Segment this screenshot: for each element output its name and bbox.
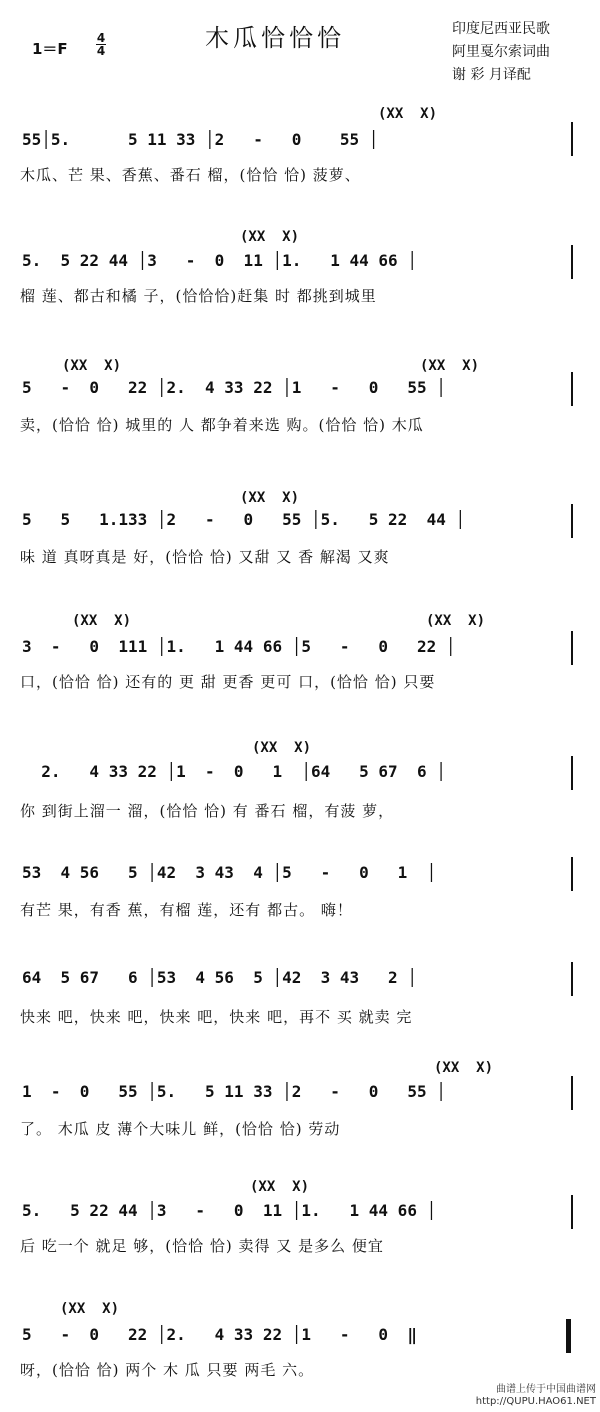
lyric-line: 木瓜、芒 果、香蕉、番石 榴，(恰恰 恰) 菠萝、 — [20, 166, 361, 184]
lyric-line: 榴 莲、都古和橘 子，(恰恰恰)赶集 时 都挑到城里 — [20, 287, 377, 305]
lyric-line: 快来 吧，快来 吧，快来 吧，快来 吧，再不 买 就卖 完 — [20, 1008, 413, 1026]
credits — [452, 18, 550, 87]
notes-line: 5. 5 22 44 │3 - 0 11 │1. 1 44 66 │ — [22, 1201, 437, 1220]
notes-line: 5. 5 22 44 │3 - 0 11 │1. 1 44 66 │ — [22, 251, 417, 270]
bar-line — [571, 372, 573, 406]
time-numerator: 4 — [96, 31, 106, 45]
notes-line: 5 - 0 22 │2. 4 33 22 │1 - 0 ‖ — [22, 1325, 417, 1344]
bar-line — [571, 1076, 573, 1110]
percussion-mark: (XX X) — [240, 490, 300, 506]
credit-origin: 印度尼西亚民歌 — [452, 21, 550, 37]
lyric-line: 有芒 果，有香 蕉，有榴 莲，还有 都古。 嗨！ — [20, 901, 353, 919]
key-signature: 1＝F — [32, 40, 68, 58]
lyric-line: 呀，(恰恰 恰) 两个 木 瓜 只要 两毛 六。 — [20, 1361, 315, 1379]
lyric-line: 卖，(恰恰 恰) 城里的 人 都争着来选 购。(恰恰 恰) 木瓜 — [20, 416, 424, 434]
lyric-line: 口，(恰恰 恰) 还有的 更 甜 更香 更可 口，(恰恰 恰) 只要 — [20, 673, 436, 691]
watermark-text: 曲谱上传于中国曲谱网 — [496, 1384, 596, 1395]
percussion-mark: (XX X) — [240, 229, 300, 245]
song-title: 木瓜恰恰恰 — [205, 24, 345, 52]
score-row-5 — [0, 605, 600, 720]
bar-line — [571, 756, 573, 790]
lyric-line: 你 到街上溜一 溜，(恰恰 恰) 有 番石 榴，有菠 萝， — [20, 802, 395, 820]
notes-line: 55│5. 5 11 33 │2 - 0 55 │ — [22, 130, 379, 149]
score-row-8 — [0, 950, 600, 1065]
score-row-2 — [0, 215, 600, 330]
score-row-9 — [0, 1050, 600, 1165]
bar-line — [571, 962, 573, 996]
percussion-mark: (XX X) — [60, 1301, 120, 1317]
time-denominator: 4 — [96, 44, 106, 58]
credit-lyrics-music: 阿里戛尔索词曲 — [452, 44, 550, 60]
score-row-10 — [0, 1175, 600, 1290]
lyric-line: 后 吃一个 就足 够，(恰恰 恰) 卖得 又 是多么 便宜 — [20, 1237, 384, 1255]
bar-line — [571, 631, 573, 665]
notes-line: 64 5 67 6 │53 4 56 5 │42 3 43 2 │ — [22, 968, 417, 987]
percussion-mark: (XX X) — [434, 1060, 494, 1076]
notes-line: 53 4 56 5 │42 3 43 4 │5 - 0 1 │ — [22, 863, 437, 882]
notes-line: 1 - 0 55 │5. 5 11 33 │2 - 0 55 │ — [22, 1082, 446, 1101]
bar-line — [571, 504, 573, 538]
percussion-mark: (XX X) — [252, 740, 312, 756]
bar-line — [571, 857, 573, 891]
lyric-line: 了。 木瓜 皮 薄个大味儿 鲜，(恰恰 恰) 劳动 — [20, 1120, 341, 1138]
score-row-1 — [0, 100, 600, 215]
notes-line: 3 - 0 111 │1. 1 44 66 │5 - 0 22 │ — [22, 637, 456, 656]
percussion-mark: (XX X) — [426, 613, 486, 629]
notes-line: 5 5 1.133 │2 - 0 55 │5. 5 22 44 │ — [22, 510, 466, 529]
credit-translation: 谢 彩 月译配 — [452, 67, 531, 83]
time-signature — [96, 32, 106, 57]
score-row-7 — [0, 845, 600, 960]
bar-line — [571, 245, 573, 279]
watermark-url: http://QUPU.HAO61.NET — [475, 1396, 596, 1407]
percussion-mark: (XX X) — [378, 106, 438, 122]
score-row-6 — [0, 730, 600, 845]
bar-line — [571, 122, 573, 156]
score-row-4 — [0, 480, 600, 595]
notes-line: 5 - 0 22 │2. 4 33 22 │1 - 0 55 │ — [22, 378, 446, 397]
bar-line — [571, 1195, 573, 1229]
watermark — [476, 1384, 596, 1408]
percussion-mark: (XX X) — [250, 1179, 310, 1195]
final-bar-line — [566, 1319, 571, 1353]
lyric-line: 味 道 真呀真是 好，(恰恰 恰) 又甜 又 香 解渴 又爽 — [20, 548, 390, 566]
notes-line: 2. 4 33 22 │1 - 0 1 │64 5 67 6 │ — [22, 762, 446, 781]
score-row-3 — [0, 340, 600, 455]
percussion-mark: (XX X) — [62, 358, 122, 374]
percussion-mark: (XX X) — [420, 358, 480, 374]
percussion-mark: (XX X) — [72, 613, 132, 629]
